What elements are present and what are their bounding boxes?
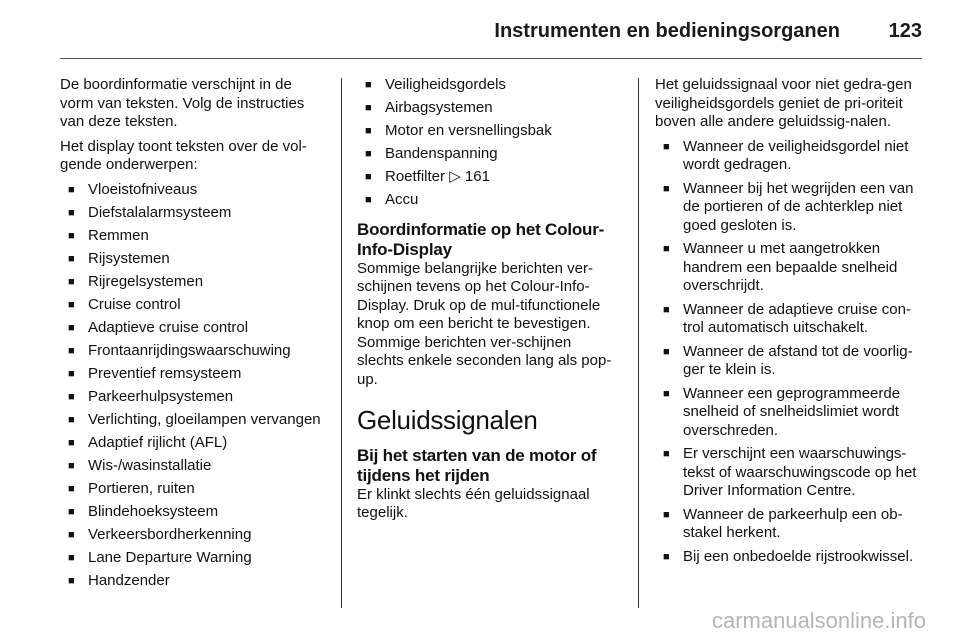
list-item: ■ Adaptieve cruise control	[66, 319, 325, 338]
list-item: ■ Verlichting, gloeilampen vervangen	[66, 411, 325, 430]
colour-info-display-heading: Boordinformatie op het Colour-Info-Display	[357, 219, 605, 259]
list-item: ■ Wanneer bij het wegrijden een van de portieren of de achterklep niet goed gesloten is.	[661, 180, 923, 236]
list-item: ■ Parkeerhulpsystemen	[66, 388, 325, 407]
starting-engine-heading: Bij het starten van de motor of tijdens het rijden	[357, 445, 597, 485]
list-item: ■ Rijregelsystemen	[66, 273, 325, 292]
list-item: ■ Wanneer de parkeerhulp een ob-stakel herkent.	[661, 506, 923, 543]
list-item: ■ Accu	[363, 191, 622, 210]
topics-paragraph: Het display toont teksten over de vol-gende onderwerpen:	[60, 137, 307, 173]
list-item: ■ Wanneer een geprogrammeerde snelheid of snelheidslimiet wordt overschreden.	[661, 385, 923, 441]
column-divider	[638, 78, 639, 608]
list-item: ■ Lane Departure Warning	[66, 549, 325, 568]
column-2	[357, 76, 622, 529]
watermark: carmanualsonline.info	[711, 608, 926, 633]
list-item: ■ Bij een onbedoelde rijstrookwissel.	[661, 548, 923, 567]
list-item: ■ Cruise control	[66, 296, 325, 315]
colour-info-display-paragraph: Sommige belangrijke berichten ver-schijnen tevens op het Colour-Info-Display. Druk op de mul-tifunctionele knop om een bericht te bevestigen. Sommige berichten ver-schijnen slechts enkele seconden lang als pop-up.	[357, 259, 612, 388]
list-item: ■ Preventief remsysteem	[66, 365, 325, 384]
list-item: ■ Er verschijnt een waarschuwings-tekst of waarschuwingscode op het Driver Information Centre.	[661, 445, 923, 501]
section-title: Geluidssignalen	[357, 405, 538, 435]
list-item: ■ Wanneer de veiligheidsgordel niet wordt gedragen.	[661, 138, 923, 175]
list-item: ■ Verkeersbordherkenning	[66, 526, 325, 545]
signal-conditions-list	[655, 138, 923, 567]
list-item: ■ Roetfilter ▷ 161	[363, 168, 622, 187]
list-item: ■ Diefstalalarmsysteem	[66, 204, 325, 223]
page-title: Instrumenten en bedieningsorganen	[494, 20, 840, 42]
column-1	[60, 76, 325, 595]
intro-paragraph: De boordinformatie verschijnt in de vorm van teksten. Volg de instructies van deze teksten.	[60, 76, 305, 130]
page-number: 123	[888, 20, 922, 42]
column-3	[655, 76, 923, 571]
page-header	[0, 0, 960, 62]
list-item: ■ Blindehoeksysteem	[66, 503, 325, 522]
list-item: ■ Adaptief rijlicht (AFL)	[66, 434, 325, 453]
single-signal-paragraph: Er klinkt slechts één geluidssignaal tegelijk.	[357, 485, 590, 521]
list-item: ■ Wanneer de afstand tot de voorlig-ger te klein is.	[661, 343, 923, 380]
column-divider	[341, 78, 342, 608]
list-item: ■ Wanneer u met aangetrokken handrem een bepaalde snelheid overschrijdt.	[661, 240, 923, 296]
topic-list-continued	[357, 76, 622, 210]
list-item: ■ Veiligheidsgordels	[363, 76, 622, 95]
list-item: ■ Airbagsystemen	[363, 99, 622, 118]
header-rule	[60, 58, 922, 59]
list-item: ■ Bandenspanning	[363, 145, 622, 164]
topic-list	[60, 181, 325, 591]
list-item: ■ Portieren, ruiten	[66, 480, 325, 499]
list-item: ■ Wanneer de adaptieve cruise con-trol automatisch uitschakelt.	[661, 301, 923, 338]
list-item: ■ Frontaanrijdingswaarschuwing	[66, 342, 325, 361]
list-item: ■ Vloeistofniveaus	[66, 181, 325, 200]
list-item: ■ Wis-/wasinstallatie	[66, 457, 325, 476]
list-item: ■ Remmen	[66, 227, 325, 246]
list-item: ■ Handzender	[66, 572, 325, 591]
list-item: ■ Motor en versnellingsbak	[363, 122, 622, 141]
seatbelt-priority-paragraph: Het geluidssignaal voor niet gedra-gen veiligheidsgordels geniet de pri-oriteit boven alle andere geluidssig-nalen.	[655, 76, 912, 130]
list-item: ■ Rijsystemen	[66, 250, 325, 269]
